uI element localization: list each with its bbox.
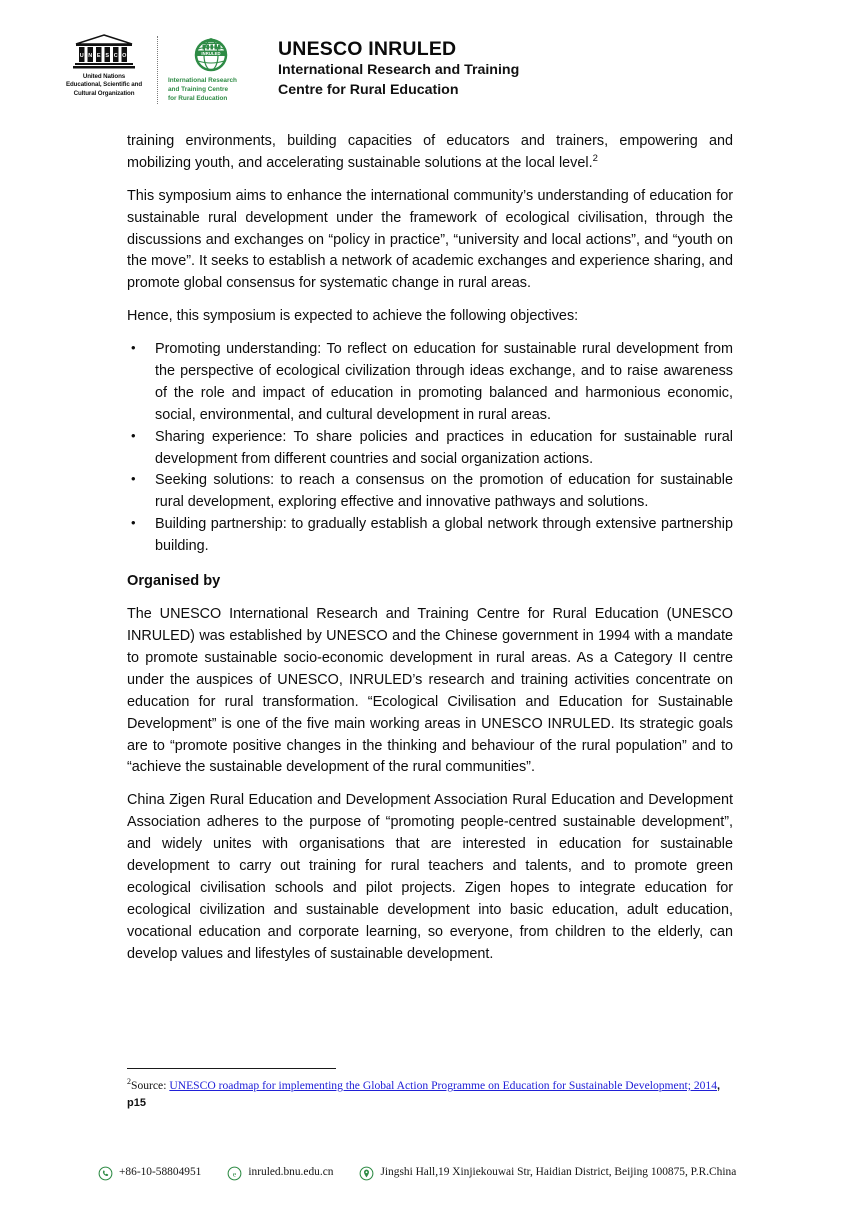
wordmark-subtitle-line-1: International Research and Training <box>278 62 520 79</box>
inruled-name-line-3: for Rural Education <box>168 95 228 103</box>
contact-email <box>227 1166 333 1181</box>
footnote-separator-rule <box>127 1068 336 1069</box>
contact-address <box>359 1166 736 1181</box>
objectives-list <box>127 339 733 558</box>
organisation-wordmark <box>278 34 519 106</box>
paragraph-continued-text: training environments, building capacities of educators and trainers, empowering and mobilizing youth, and accelerating sustainable solutions at the local level. <box>127 133 733 171</box>
footer-contact-bar <box>0 1166 862 1181</box>
footnote-number: 2 <box>127 1077 131 1087</box>
contact-email-text: inruled.bnu.edu.cn <box>248 1166 334 1179</box>
contact-phone <box>98 1166 201 1181</box>
list-item: • Sharing experience: To share policies and practices in education for sustainable rural development from different countries and social organization actions. <box>127 427 733 471</box>
contact-phone-text: +86-10-58804951 <box>119 1166 202 1179</box>
document-body <box>127 131 733 965</box>
wordmark-title: UNESCO INRULED <box>278 38 457 60</box>
svg-text:S: S <box>105 53 110 59</box>
logo-divider <box>157 36 159 104</box>
inruled-name-line-2: and Training Centre <box>168 86 229 94</box>
svg-text:INRULED: INRULED <box>201 50 221 56</box>
list-item: • Seeking solutions: to reach a consensus on the promotion of education for sustainable rural development, exploring effective and innovative pathways and solutions. <box>127 470 733 514</box>
svg-text:e: e <box>233 1169 237 1179</box>
svg-text:N: N <box>88 53 93 59</box>
location-pin-icon <box>359 1166 374 1181</box>
footnote-entry <box>127 1078 733 1111</box>
unesco-name-line-1: United Nations <box>82 73 126 80</box>
inruled-logo <box>168 34 254 106</box>
logo-group <box>60 34 519 106</box>
wordmark-subtitle-line-2: Centre for Rural Education <box>278 81 459 98</box>
unesco-logo-name <box>66 73 142 98</box>
paragraph-continued <box>127 131 733 175</box>
paragraph-about-inruled: The UNESCO International Research and Training Centre for Rural Education (UNESCO INRULED) was established by UNESCO and the Chinese government in 1994 with a mandate to promote sustainable socio-economic development in rural areas. As a Category II centre under the auspices of UNESCO, INRULED’s research and training activities concentrate on education for rural transformation. “Ecological Civilisation and Education for Sustainable Development” is one of the five main working areas in UNESCO INRULED. Its strategic goals are to “promote positive changes in the thinking and behaviour of the rural population” and to “achieve the sustainable development of the rural communities”. <box>127 606 733 776</box>
inruled-logo-name <box>168 76 254 103</box>
svg-text:O: O <box>122 53 127 59</box>
list-item: • Promoting understanding: To reflect on education for sustainable rural development from the perspective of ecological civilization through ideas exchange, and to raise awareness of the role and impact of education in promoting balanced and harmonious economic, social, environmental, and cultural development in rural areas. <box>127 339 733 427</box>
email-icon <box>227 1166 242 1181</box>
unesco-logo <box>60 34 148 106</box>
unesco-temple-icon <box>71 34 137 71</box>
footnote-page-ref: , p15 <box>127 1080 721 1109</box>
paragraph-symposium-aims: This symposium aims to enhance the international community’s understanding of education for sustainable rural development under the framework of ecological civilisation, through the discussions and exchanges on “policy in practice”, “university and local actions”, and “youth on the move”. It seeks to establish a network of academic exchanges and experience sharing, and promote global consensus for systematic change in rural areas. <box>127 187 733 292</box>
svg-text:C: C <box>113 53 118 59</box>
phone-icon <box>98 1166 113 1181</box>
section-heading-organised-by: Organised by <box>127 573 221 590</box>
inruled-name-line-1: International Research <box>168 77 237 84</box>
document-header <box>0 34 862 120</box>
footnote-prefix: Source: <box>131 1079 170 1092</box>
inruled-globe-icon <box>191 34 231 74</box>
paragraph-about-zigen: China Zigen Rural Education and Development Association Rural Education and Development Association adheres to the purpose of “promoting people-centred sustainable development”, and widely unites with organisations that are interested in education for sustainable development to carry out training for rural teachers and talents, and to promote green ecological civilisation schools and pilot projects. Zigen hopes to integrate education for ecological civilization and sustainable development into basic education, adult education, vocational education and corporate learning, so everyone, from children to the elderly, can develop values and lifestyles of sustainable development. <box>127 792 733 962</box>
svg-text:E: E <box>96 53 101 59</box>
list-item: • Building partnership: to gradually establish a global network through extensive partnership building. <box>127 514 733 558</box>
footnote-marker-inline: 2 <box>592 153 598 165</box>
svg-text:U: U <box>79 53 84 59</box>
contact-address-text: Jingshi Hall,19 Xinjiekouwai Str, Haidian District, Beijing 100875, P.R.China <box>380 1166 737 1179</box>
paragraph-objectives-intro: Hence, this symposium is expected to achieve the following objectives: <box>127 308 579 325</box>
footnote-area <box>127 1068 733 1111</box>
footnote-source-link[interactable]: UNESCO roadmap for implementing the Global Action Programme on Education for Sustainable Development; 2014 <box>169 1079 718 1092</box>
unesco-name-line-3: Cultural Organization <box>73 89 135 97</box>
unesco-name-line-2: Educational, Scientific and <box>65 81 143 89</box>
